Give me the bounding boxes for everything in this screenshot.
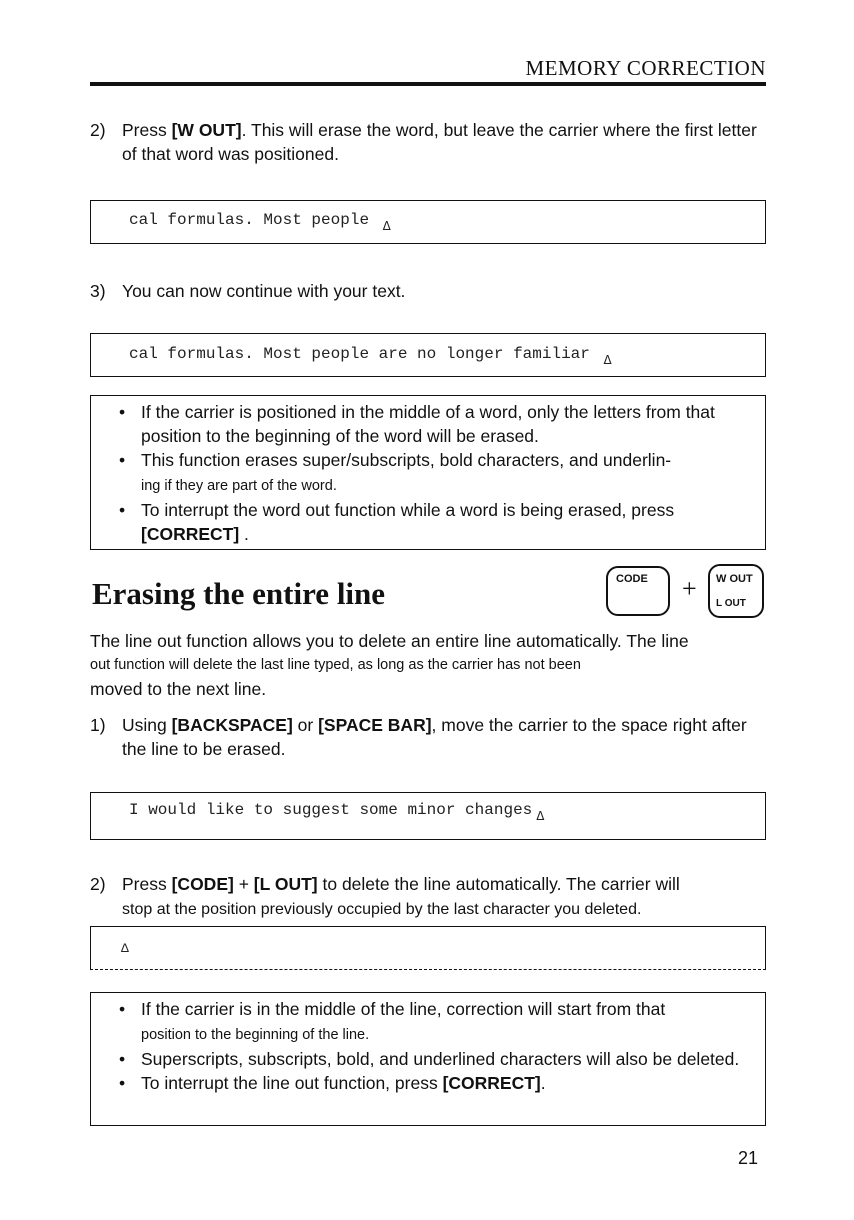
key-label: [CODE] [171, 874, 234, 894]
step-number: 2) [90, 874, 106, 894]
display-text: cal formulas. Most people are no longer familiar $_\Delta$ [129, 345, 612, 367]
note-item: • Superscripts, subscripts, bold, and underlined characters will also be deleted. [115, 1047, 747, 1071]
carrier-marker: Δ [603, 353, 612, 367]
note-item: • To interrupt the word out function while a word is being erased, press [CORRECT] . [115, 498, 747, 546]
step-text: Press [122, 120, 172, 140]
carrier-marker: Δ [121, 941, 129, 956]
key-label: [W OUT] [171, 120, 242, 140]
note-item: • If the carrier is positioned in the middle of a word, only the letters from that position to the beginning of the word will be erased. [115, 400, 747, 448]
step-1-line-out: Using [BACKSPACE] or [SPACE BAR], move the carrier to the space right after the line to be erased. [122, 715, 747, 759]
intro-paragraph: The line out function allows you to delete an entire line automatically. The line out function will delete the last line typed, as long as the carrier has not been moved to the next line. [90, 631, 689, 699]
display-example-3 [90, 792, 766, 840]
running-header: MEMORY CORRECTION [525, 56, 766, 80]
display-text: cal formulas. Most people $_\Delta$ [129, 211, 391, 233]
step-number: 3) [90, 281, 106, 301]
step-text: . This will erase the word, but leave the carrier where the first letter of that word was positioned. [122, 120, 757, 164]
step-2-word-out [122, 118, 768, 166]
carrier-marker: Δ [382, 219, 391, 233]
step-number: 2) [90, 120, 106, 140]
plus-sign: + [682, 574, 697, 603]
key-label: [SPACE BAR] [318, 715, 432, 735]
header-rule [90, 82, 766, 86]
key-label: [L OUT] [253, 874, 318, 894]
note-item: • To interrupt the line out function, press [CORRECT]. [115, 1071, 747, 1095]
section-title: Erasing the entire line [92, 576, 386, 611]
display-example-2 [90, 333, 766, 377]
carrier-marker: Δ [536, 809, 545, 823]
page-number: 21 [737, 1148, 758, 1168]
notes-box-line-out [90, 992, 766, 1126]
step-2-line-out: Press [CODE] + [L OUT] to delete the line automatically. The carrier will stop at the position previously occupied by the last character you deleted. [122, 874, 680, 918]
display-example-4 [90, 926, 766, 970]
key-label: [CORRECT] [141, 524, 240, 544]
step-3-text: You can now continue with your text. [122, 281, 406, 301]
note-item: • If the carrier is in the middle of the line, correction will start from that position to the beginning of the line. [115, 997, 747, 1047]
note-item: • This function erases super/subscripts, bold characters, and underlin- ing if they are part of the word. [115, 448, 747, 498]
line-out-key-icon: W OUT L OUT [708, 564, 764, 618]
code-key-icon: CODE [606, 566, 670, 616]
key-label: [CORRECT] [442, 1073, 541, 1093]
display-text: I would like to suggest some minor changes $_\Delta$ [129, 801, 545, 823]
step-number: 1) [90, 715, 106, 735]
display-example-1 [90, 200, 766, 244]
key-label: [BACKSPACE] [171, 715, 293, 735]
notes-box-word-out [90, 395, 766, 550]
